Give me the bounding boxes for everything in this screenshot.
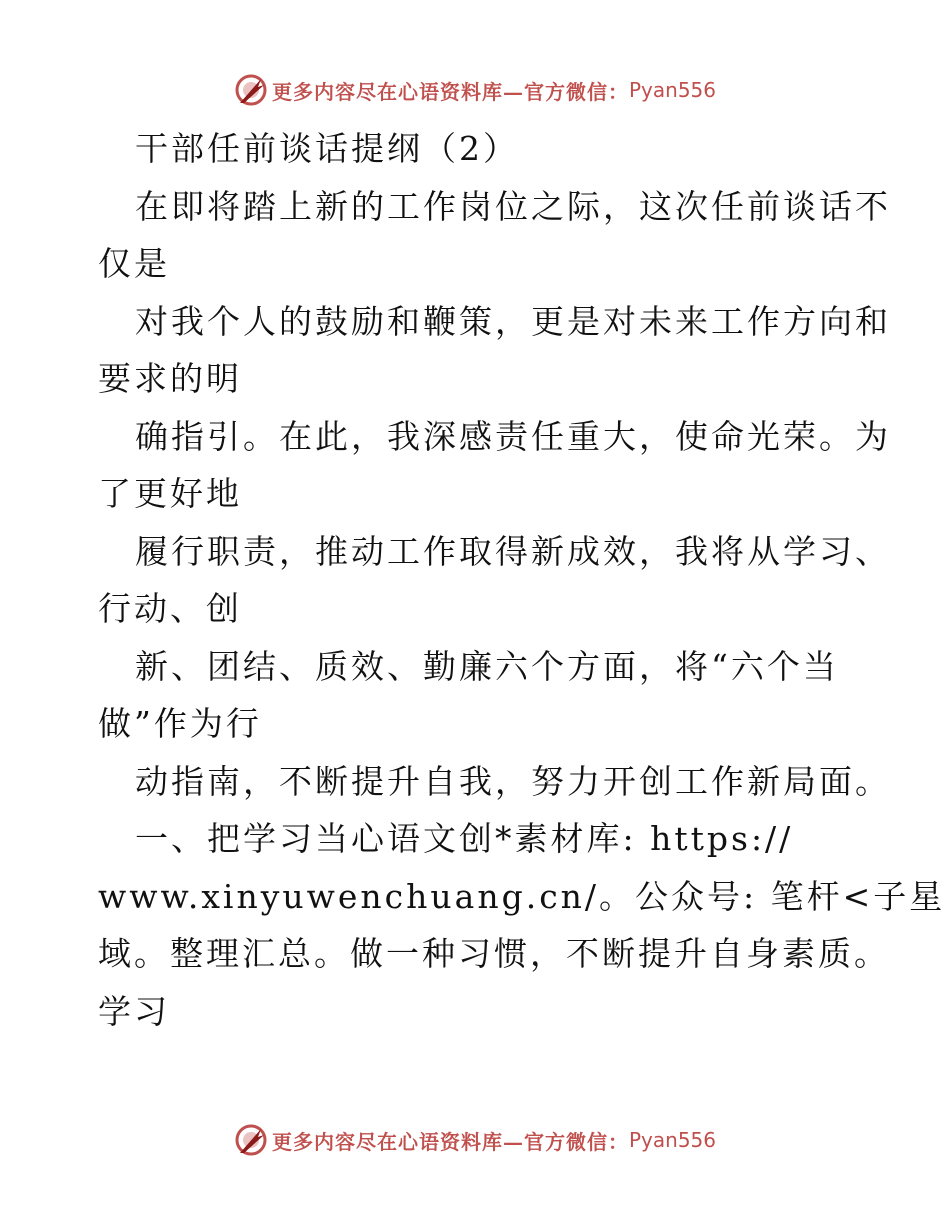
header-watermark-text: 更多内容尽在心语资料库—官方微信： bbox=[271, 79, 629, 104]
document-line: 要求的明 bbox=[98, 359, 242, 398]
document-body bbox=[98, 120, 946, 1040]
document-line: 动指南，不断提升自我，努力开创工作新局面。 bbox=[135, 761, 891, 801]
header-watermark bbox=[0, 70, 950, 110]
quill-logo-icon bbox=[234, 1123, 268, 1157]
document-line: 履行职责，推动工作取得新成效，我将从学习、 bbox=[135, 531, 891, 571]
footer-watermark-text: 更多内容尽在心语资料库—官方微信： bbox=[271, 1129, 629, 1154]
document-line: 域。整理汇总。做一种习惯，不断提升自身素质。 bbox=[98, 934, 890, 973]
document-line: 学习 bbox=[98, 991, 170, 1031]
document-line: 在即将踏上新的工作岗位之际，这次任前谈话不 bbox=[135, 186, 891, 226]
document-line: 一、把学习当心语文创*素材库: https:// bbox=[135, 819, 794, 858]
document-line: 新、团结、质效、勤廉六个方面，将“六个当 bbox=[135, 646, 839, 686]
document-line: www.xinyuwenchuang.cn/。公众号: 笔杆<子星 bbox=[98, 876, 946, 916]
footer-watermark-id: Pyan556 bbox=[628, 1128, 716, 1152]
document-line: 对我个人的鼓励和鞭策，更是对未来工作方向和 bbox=[135, 301, 891, 341]
document-line: 做”作为行 bbox=[98, 704, 262, 743]
document-line: 干部任前谈话提纲（2） bbox=[135, 129, 519, 168]
footer-watermark bbox=[0, 1120, 950, 1160]
document-line: 了更好地 bbox=[98, 474, 242, 513]
quill-logo-icon bbox=[234, 73, 268, 107]
document-line: 行动、创 bbox=[98, 589, 242, 628]
document-line: 确指引。在此，我深感责任重大，使命光荣。为 bbox=[135, 416, 891, 456]
document-line: 仅是 bbox=[98, 244, 170, 283]
header-watermark-id: Pyan556 bbox=[628, 78, 716, 102]
